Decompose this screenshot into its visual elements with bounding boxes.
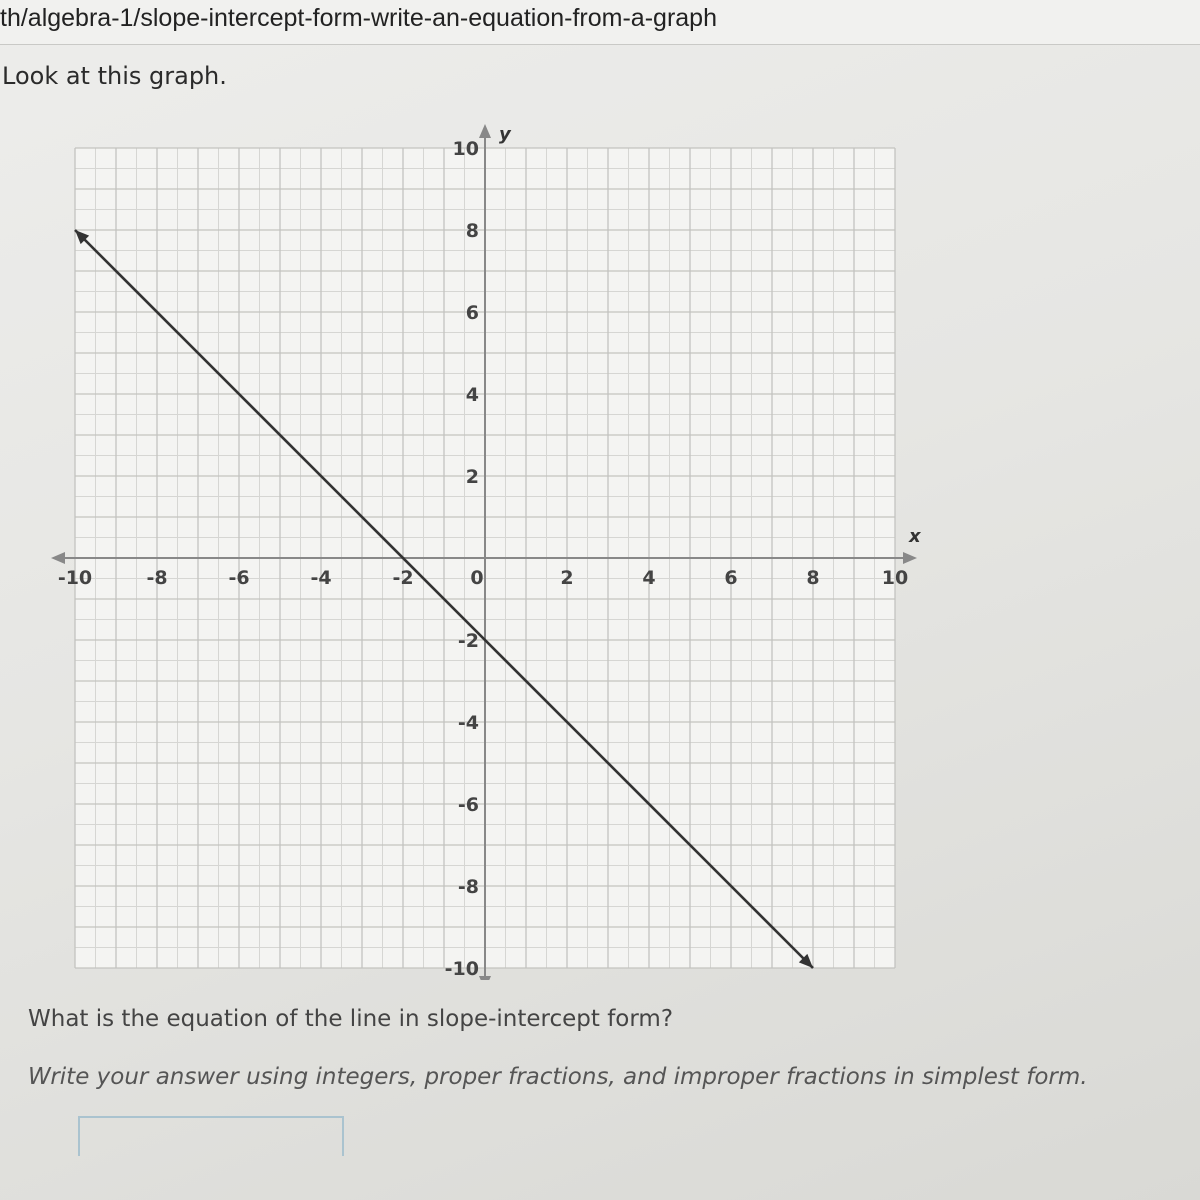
y-tick-label: -2 bbox=[457, 630, 479, 652]
x-tick-label: -4 bbox=[310, 567, 332, 589]
y-axis-arrow-up bbox=[479, 124, 491, 138]
address-bar[interactable] bbox=[0, 0, 1200, 45]
x-tick-label: -10 bbox=[57, 567, 93, 589]
y-tick-label: -8 bbox=[457, 876, 479, 898]
question-text: What is the equation of the line in slope-intercept form? bbox=[28, 1006, 674, 1032]
x-tick-label: 8 bbox=[806, 567, 820, 589]
x-tick-label: -2 bbox=[392, 567, 414, 589]
y-axis-arrow-down bbox=[479, 976, 491, 980]
y-tick-label: 10 bbox=[452, 138, 479, 160]
y-axis-label: y bbox=[499, 124, 511, 145]
url-text: th/algebra-1/slope-intercept-form-write-an-equation-from-a-graph bbox=[0, 4, 717, 32]
y-tick-label: 6 bbox=[465, 302, 479, 324]
x-tick-label: -6 bbox=[228, 567, 250, 589]
x-axis-label: x bbox=[909, 526, 921, 547]
y-tick-label: -10 bbox=[444, 958, 479, 980]
x-tick-label: 10 bbox=[881, 567, 909, 589]
x-axis-arrow-left bbox=[51, 552, 65, 564]
y-tick-label: 4 bbox=[465, 384, 479, 406]
y-tick-label: -4 bbox=[457, 712, 479, 734]
x-axis-arrow-right bbox=[903, 552, 917, 564]
question-prompt: Look at this graph. bbox=[2, 62, 227, 90]
x-tick-label: -8 bbox=[146, 567, 168, 589]
x-tick-label: 0 bbox=[470, 567, 484, 589]
x-tick-label: 6 bbox=[724, 567, 738, 589]
y-tick-label: 8 bbox=[465, 220, 479, 242]
x-tick-label: 2 bbox=[560, 567, 574, 589]
coordinate-graph bbox=[0, 100, 1200, 980]
answer-instructions: Write your answer using integers, proper fractions, and improper fractions in simplest form. bbox=[28, 1064, 1088, 1090]
y-tick-label: -6 bbox=[457, 794, 479, 816]
x-tick-label: 4 bbox=[642, 567, 656, 589]
y-tick-label: 2 bbox=[465, 466, 479, 488]
answer-input[interactable] bbox=[78, 1116, 344, 1156]
